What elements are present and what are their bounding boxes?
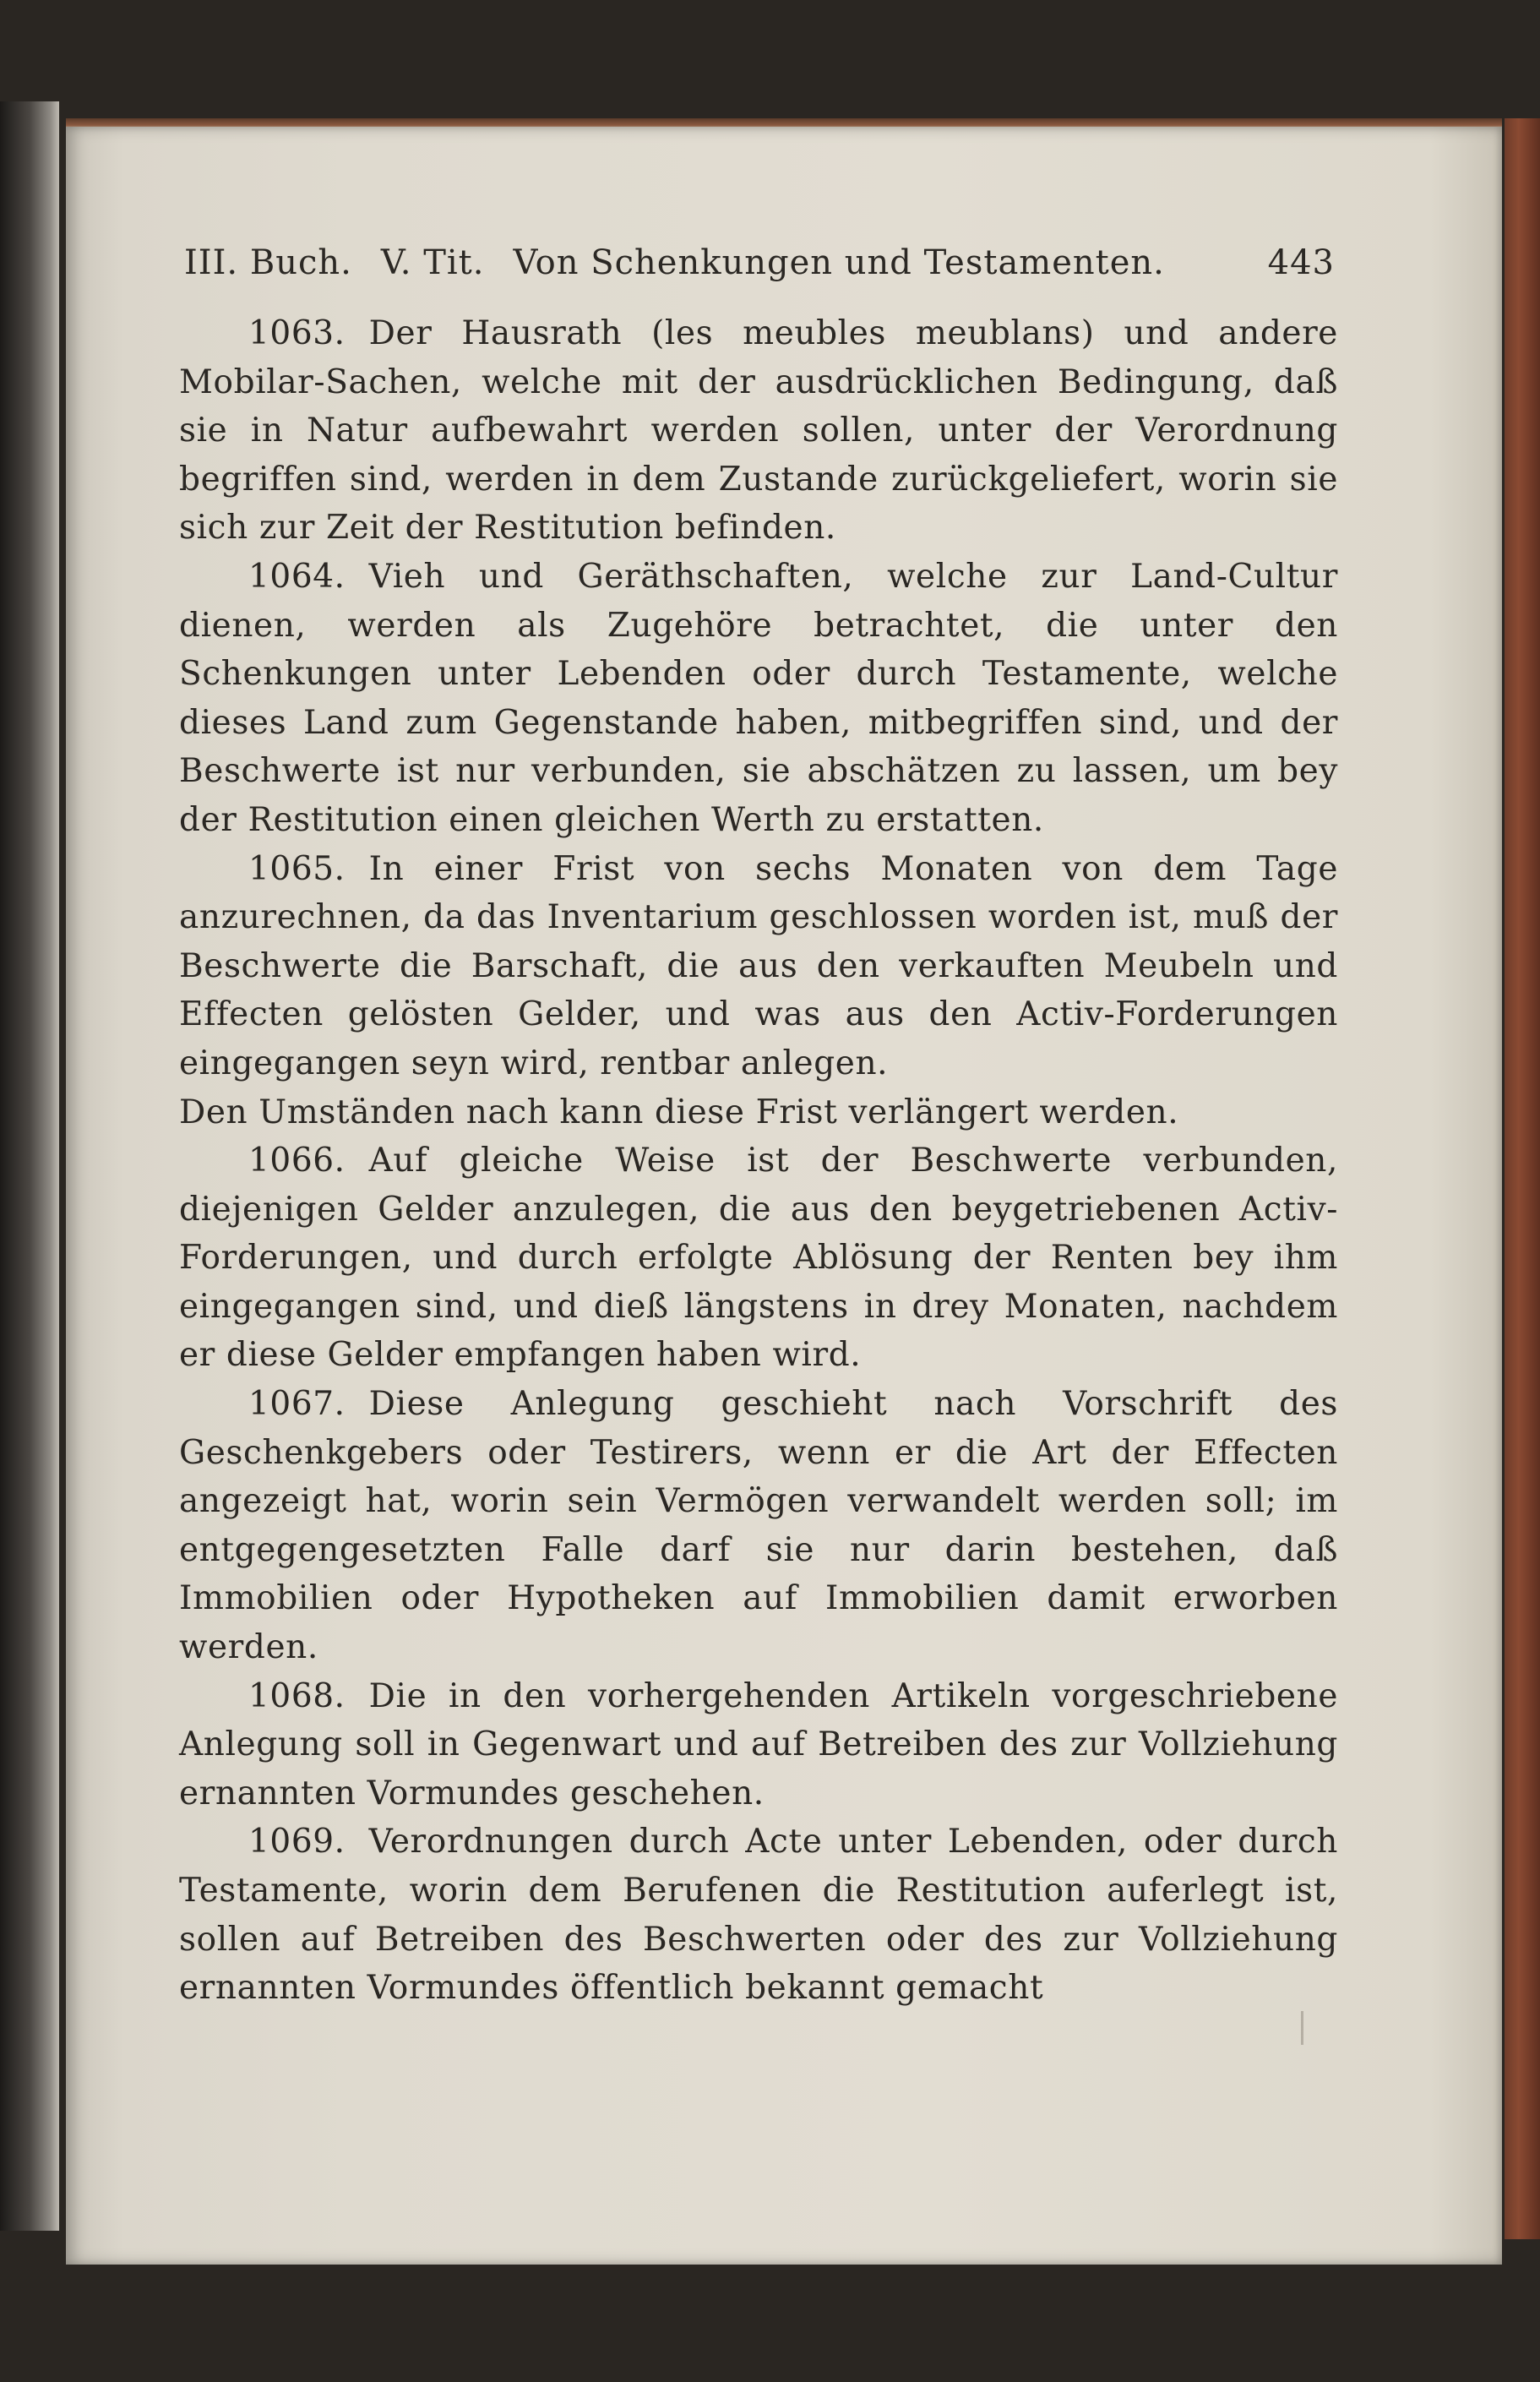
paragraph-1067 [179,1380,1338,1672]
article-text: Vieh und Geräthschaften, welche zur Land-Cultur dienen, werden als Zugehöre betrachtet, die unter den Schenkungen unter Lebenden oder durch Testamente, welche dieses Land zum Gegenstande haben, mitbegriffen sind, und der Beschwerte ist nur verbunden, sie abschätzen zu lassen, um bey der Restitution einen gleichen Werth zu erstatten. [179,557,1338,839]
book-cover-right [1505,118,1540,2239]
header-title: Von Schenkungen und Testamenten. [513,243,1165,282]
paragraph-1068 [179,1672,1338,1818]
article-number: 1068. [248,1676,346,1715]
article-text: Verordnungen durch Acte unter Lebenden, oder durch Testamente, worin dem Berufenen die Restitution auferlegt ist, sollen auf Betreiben des Beschwerten oder des zur Vollziehung ernannten Vormundes öffentlich bekannt gemacht [179,1823,1338,2008]
article-number: 1064. [248,557,346,596]
article-text: Auf gleiche Weise ist der Beschwerte verbunden, diejenigen Gelder anzulegen, die aus den beygetriebenen Activ-Forderungen, und durch erfolgte Ablösung der Renten bey ihm eingegangen sind, und dieß längstens in drey Monaten, nachdem er diese Gelder empfangen haben wird. [179,1142,1338,1375]
header-left [184,243,1165,282]
paragraph-1066 [179,1136,1338,1380]
article-text: Der Hausrath (les meubles meublans) und andere Mobilar-Sachen, welche mit der ausdrücklichen Bedingung, daß sie in Natur aufbewahrt werden sollen, unter der Verordnung begriffen sind, werden in dem Zustande zurückgeliefert, worin sie sich zur Zeit der Restitution befinden. [179,314,1338,548]
article-text: In einer Frist von sechs Monaten von dem Tage anzurechnen, da das Inventarium geschlossen worden ist, muß der Beschwerte die Barschaft, die aus den verkauften Meubeln und Effecten gelösten Gelder, und was aus den Activ-Forderungen eingegangen seyn wird, rentbar anlegen. [179,849,1338,1082]
paragraph-1065-continuation [179,1088,1338,1137]
page-body [179,309,1338,2013]
paragraph-1069 [179,1818,1338,2012]
article-number: 1065. [248,849,346,888]
header-title-number: V. Tit. [380,243,485,282]
header-book: III. Buch. [184,243,352,282]
paragraph-1065 [179,845,1338,1088]
article-number: 1063. [248,314,346,352]
article-number: 1067. [248,1385,346,1424]
article-number: 1066. [248,1142,346,1180]
article-text: Den Umständen nach kann diese Frist verlängert werden. [179,1093,1179,1131]
article-number: 1069. [248,1823,346,1861]
page-number: 443 [1267,243,1335,282]
running-header [184,243,1335,282]
paragraph-1064 [179,553,1338,845]
book-spine-left [0,101,59,2231]
page-blemish [1301,2011,1303,2045]
paragraph-1063 [179,309,1338,553]
article-text: Die in den vorhergehenden Artikeln vorgeschriebene Anlegung soll in Gegenwart und auf Betreiben des zur Vollziehung ernannten Vormundes geschehen. [179,1676,1338,1812]
article-text: Diese Anlegung geschieht nach Vorschrift des Geschenkgebers oder Testirers, wenn er die Art der Effecten angezeigt hat, worin sein Vermögen verwandelt werden soll; im entgegengesetzten Falle darf sie nur darin bestehen, daß Immobilien oder Hypotheken auf Immobilien damit erworben werden. [179,1385,1338,1667]
